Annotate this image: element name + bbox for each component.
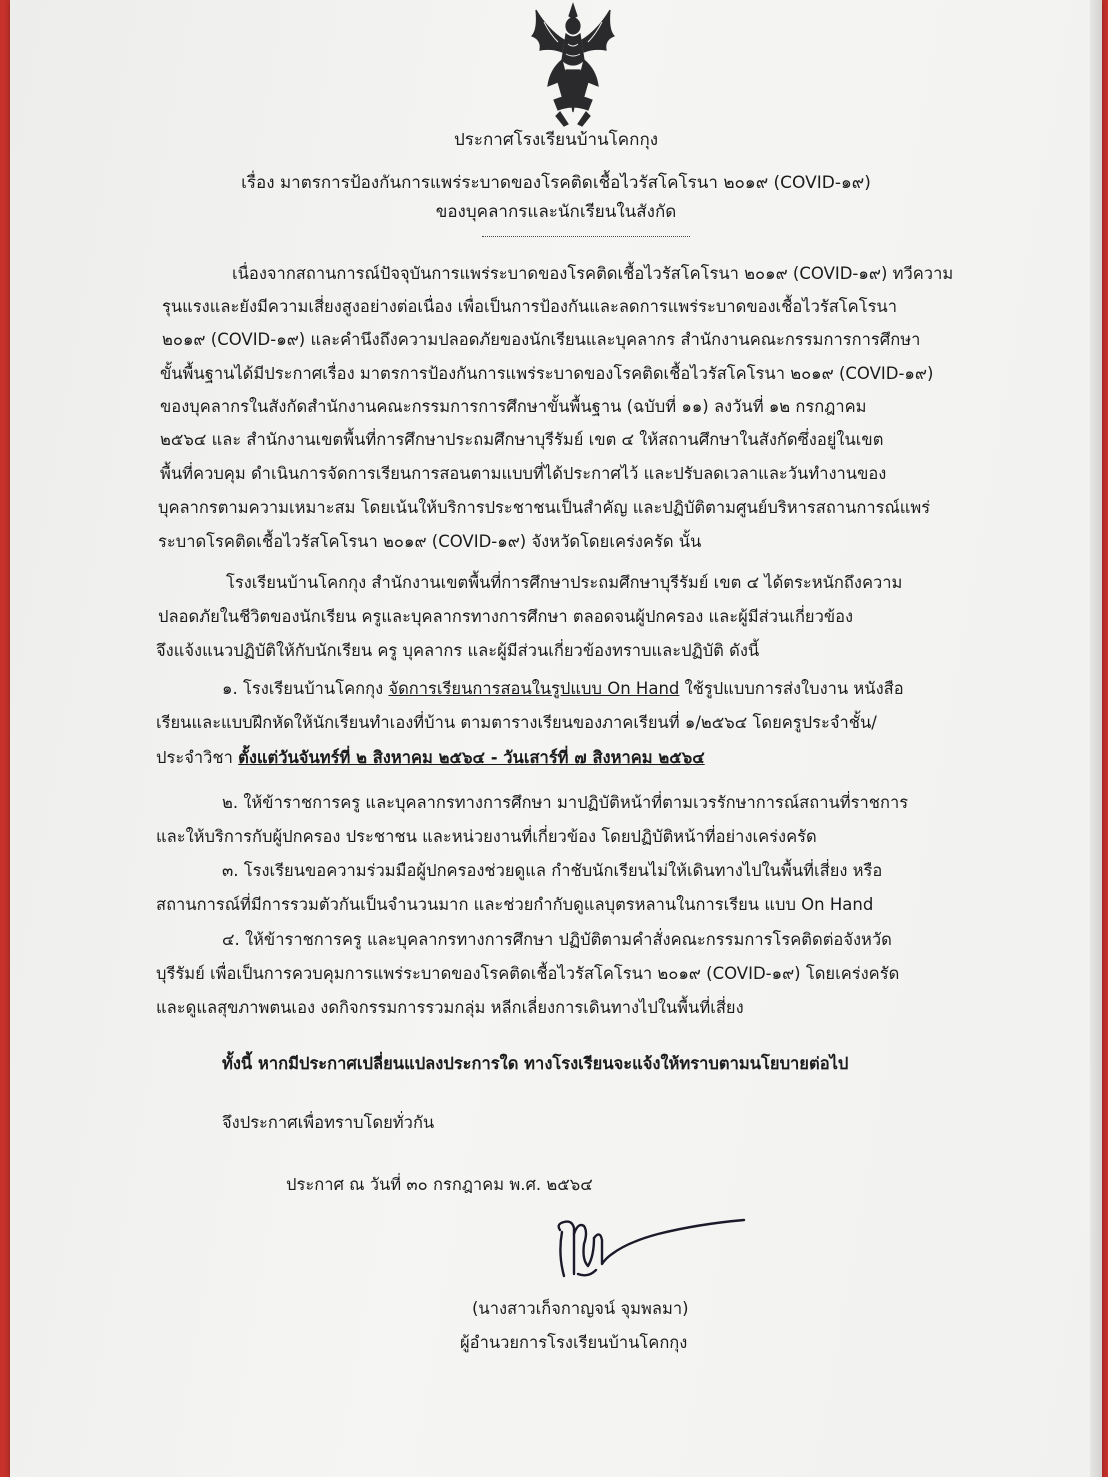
intro-line: ๒๐๑๙ (COVID-๑๙) และคำนึงถึงความปลอดภัยของนักเรียนและบุคลากร สำนักงานคณะกรรมการการศึกษา: [162, 330, 921, 349]
announcement-subject-line2: ของบุคลากรและนักเรียนในสังกัด: [435, 202, 677, 222]
document-page: [10, 0, 1102, 1477]
intro-line: เนื่องจากสถานการณ์ปัจจุบันการแพร่ระบาดของโรคติดเชื้อไวรัสโคโรนา ๒๐๑๙ (COVID-๑๙) ทวีความ: [232, 264, 954, 283]
school-line: โรงเรียนบ้านโคกกุง สำนักงานเขตพื้นที่การศึกษาประถมศึกษาบุรีรัมย์ เขต ๔ ได้ตระหนักถึงความ: [226, 573, 903, 592]
announcement-date: ประกาศ ณ วันที่ ๓๐ กรกฎาคม พ.ศ. ๒๕๖๔: [286, 1175, 593, 1194]
school-line: จึงแจ้งแนวปฏิบัติให้กับนักเรียน ครู บุคลากร และผู้มีส่วนเกี่ยวข้องทราบและปฏิบัติ ดังนี้: [156, 641, 760, 660]
item3-line: ๓. โรงเรียนขอความร่วมมือผู้ปกครองช่วยดูแล กำชับนักเรียนไม่ให้เดินทางไปในพื้นที่เสี่ยง หรือ: [222, 861, 883, 880]
notice-line: [222, 1052, 848, 1076]
item1-line3: [156, 746, 705, 770]
intro-line: ระบาดโรคติดเชื้อไวรัสโคโรนา ๒๐๑๙ (COVID-๑๙) จังหวัดโดยเคร่งครัด นั้น: [158, 532, 702, 551]
notice-text: ทั้งนี้ หากมีประกาศเปลี่ยนแปลงประการใด ทางโรงเรียนจะแจ้งให้ทราบตามนโยบายต่อไป: [222, 1054, 849, 1073]
item1-lead: ๑. โรงเรียนบ้านโคกกุง: [222, 679, 389, 698]
intro-line: บุคลากรตามความเหมาะสม โดยเน้นให้บริการประชาชนเป็นสำคัญ และปฏิบัติตามศูนย์บริหารสถานการณ์แพร่: [158, 498, 931, 517]
intro-line: ๒๕๖๔ และ สำนักงานเขตพื้นที่การศึกษาประถมศึกษาบุรีรัมย์ เขต ๔ ให้สถานศึกษาในสังกัดซึ่งอยู่ในเขต: [160, 430, 884, 449]
item4-line: บุรีรัมย์ เพื่อเป็นการควบคุมการแพร่ระบาดของโรคติดเชื้อไวรัสโคโรนา ๒๐๑๙ (COVID-๑๙) โดยเคร่งครัด: [156, 964, 900, 983]
intro-line: รุนแรงและยังมีความเสี่ยงสูงอย่างต่อเนื่อง เพื่อเป็นการป้องกันและลดการแพร่ระบาดของเชื้อไวรัสโคโรนา: [162, 297, 897, 316]
item4-line: และดูแลสุขภาพตนเอง งดกิจกรรมการรวมกลุ่ม หลีกเลี่ยงการเดินทางไปในพื้นที่เสี่ยง: [156, 998, 744, 1017]
item1-line2: เรียนและแบบฝึกหัดให้นักเรียนทำเองที่บ้าน ตามตารางเรียนของภาคเรียนที่ ๑/๒๕๖๔ โดยครูประจำชั้น/: [156, 713, 877, 732]
intro-line: พื้นที่ควบคุม ดำเนินการจัดการเรียนการสอนตามแบบที่ได้ประกาศไว้ และปรับลดเวลาและวันทำงานของ: [160, 464, 887, 483]
announcement-subject: เรื่อง มาตรการป้องกันการแพร่ระบาดของโรคติดเชื้อไวรัสโคโรนา ๒๐๑๙ (COVID-๑๙): [241, 173, 871, 193]
signer-name: (นางสาวเก็จกาญจน์ จุมพลมา): [472, 1299, 689, 1318]
intro-line: ของบุคลากรในสังกัดสำนักงานคณะกรรมการการศึกษาขั้นพื้นฐาน (ฉบับที่ ๑๑) ลงวันที่ ๑๒ กรกฎาคม: [160, 397, 867, 416]
divider-dotted: [482, 236, 690, 237]
announcement-title: ประกาศโรงเรียนบ้านโคกกุง: [453, 130, 659, 150]
item1-date-range: ตั้งแต่วันจันทร์ที่ ๒ สิงหาคม ๒๕๖๔ - วันเสาร์ที่ ๗ สิงหาคม ๒๕๖๔: [238, 748, 705, 767]
item2-line: ๒. ให้ข้าราชการครู และบุคลากรทางการศึกษา มาปฏิบัติหน้าที่ตามเวรรักษาการณ์สถานที่ราชการ: [222, 793, 909, 812]
garuda-emblem-icon: [518, 0, 628, 128]
item1-underlined: จัดการเรียนการสอนในรูปแบบ On Hand: [388, 679, 680, 698]
item4-line: ๔. ให้ข้าราชการครู และบุคลากรทางการศึกษา ปฏิบัติตามคำสั่งคณะกรรมการโรคติดต่อจังหวัด: [222, 930, 892, 949]
item2-line: และให้บริการกับผู้ปกครอง ประชาชน และหน่วยงานที่เกี่ยวข้อง โดยปฏิบัติหน้าที่อย่างเคร่งครัด: [156, 827, 817, 846]
intro-line: ขั้นพื้นฐานได้มีประกาศเรื่อง มาตรการป้องกันการแพร่ระบาดของโรคติดเชื้อไวรัสโคโรนา ๒๐๑๙ (COVID-๑๙): [160, 364, 934, 383]
school-line: ปลอดภัยในชีวิตของนักเรียน ครูและบุคลากรทางการศึกษา ตลอดจนผู้ปกครอง และผู้มีส่วนเกี่ยวข้อง: [158, 607, 854, 626]
closing-line: จึงประกาศเพื่อทราบโดยทั่วกัน: [222, 1113, 435, 1132]
signature-icon: [548, 1204, 758, 1296]
item1-line1: [222, 677, 904, 701]
item3-line: สถานการณ์ที่มีการรวมตัวกันเป็นจำนวนมาก และช่วยกำกับดูแลบุตรหลานในการเรียน แบบ On Hand: [156, 895, 874, 914]
item1-line3-lead: ประจำวิชา: [156, 748, 239, 767]
signer-position: ผู้อำนวยการโรงเรียนบ้านโคกกุง: [460, 1333, 688, 1352]
item1-tail: ใช้รูปแบบการส่งใบงาน หนังสือ: [679, 679, 904, 698]
